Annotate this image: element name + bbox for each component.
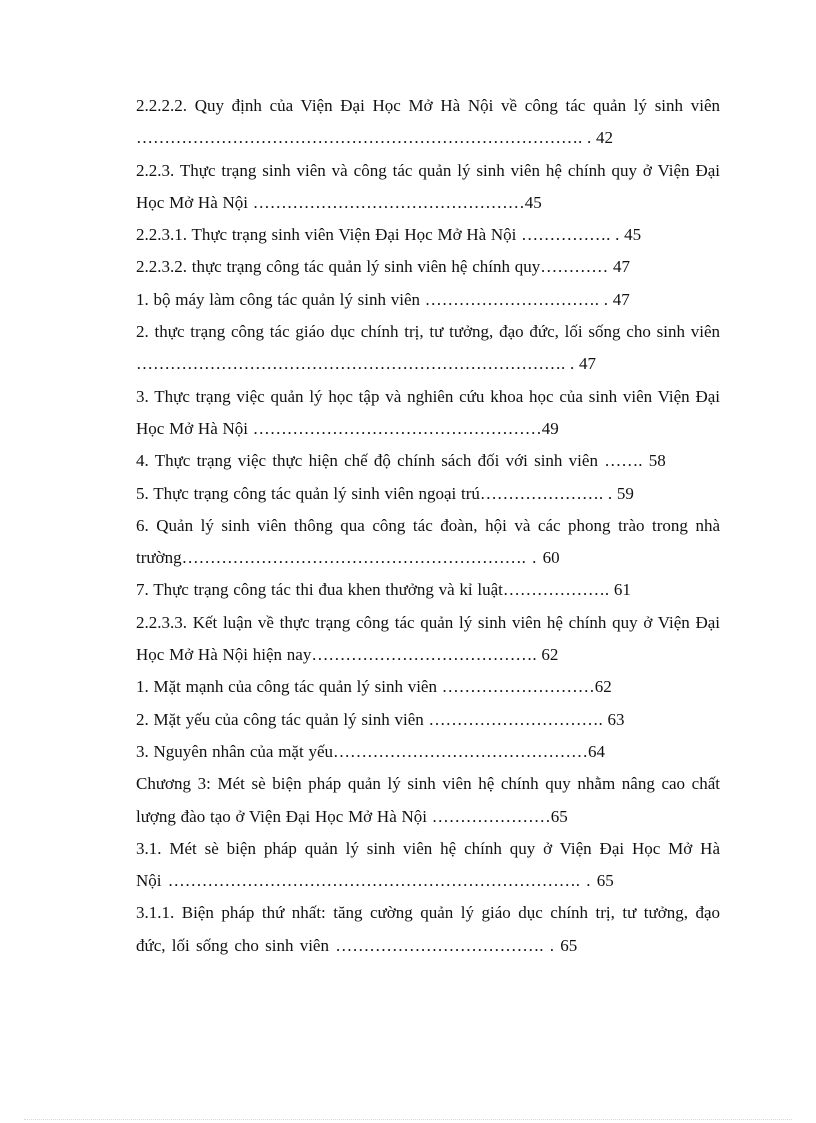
toc-entry: 2.2.3.2. thực trạng công tác quản lý sinh viên hệ chính quy………… 47 xyxy=(136,257,630,277)
toc-entry: Chương 3: Mét sè biện pháp quản lý sinh viên hệ chính quy nhằm nâng cao chất lượng đào tạo ở Viện Đại Học Mở Hà Nội …………………65 xyxy=(136,774,720,826)
page-edge-divider xyxy=(24,1119,792,1120)
toc-entry: 2. thực trạng công tác giáo dục chính trị, tư tưởng, đạo đức, lối sống cho sinh viên …………………………………………………………………. . 47 xyxy=(136,322,720,374)
toc-entry: 2.2.3.3. Kết luận về thực trạng công tác quản lý sinh viên hệ chính quy ở Viện Đại Học Mở Hà Nội hiện nay…………………………………. 62 xyxy=(136,612,720,665)
toc-entry: 3. Thực trạng việc quản lý học tập và nghiên cứu khoa học của sinh viên Viện Đại Học Mở Hà Nội ……………………………………………49 xyxy=(136,386,720,438)
toc-entry: 3.1. Mét sè biện pháp quản lý sinh viên hệ chính quy ở Viện Đại Học Mở Hà Nội ………………………………………………………………. . 65 xyxy=(136,838,720,891)
toc-entry: 2.2.3. Thực trạng sinh viên và công tác quản lý sinh viên hệ chính quy ở Viện Đại Học Mở Hà Nội …………………………………………45 xyxy=(136,160,720,212)
toc-entry: 3.1.1. Biện pháp thứ nhất: tăng cường quản lý giáo dục chính trị, tư tưởng, đạo đức, lối sống cho sinh viên ………………………………. . 65 xyxy=(136,903,720,955)
toc-entry: 2.2.2.2. Quy định của Viện Đại Học Mở Hà Nội về công tác quản lý sinh viên ……………………………………………………………………. . 42 xyxy=(136,96,720,148)
toc-entry: 7. Thực trạng công tác thi đua khen thưởng và kỉ luật………………. 61 xyxy=(136,580,631,600)
toc-entry: 2. Mặt yếu của công tác quản lý sinh viên …………………………. 63 xyxy=(136,709,625,729)
toc-entry: 1. bộ máy làm công tác quản lý sinh viên …………………………. . 47 xyxy=(136,289,630,309)
toc-entry: 6. Quản lý sinh viên thông qua công tác đoàn, hội và các phong trào trong nhà trường……………………………………………………. . 60 xyxy=(136,515,720,568)
toc-entry: 1. Mặt mạnh của công tác quản lý sinh viên ………………………62 xyxy=(136,677,612,697)
toc-entry: 4. Thực trạng việc thực hiện chế độ chính sách đối với sinh viên ……. 58 xyxy=(136,451,666,471)
table-of-contents xyxy=(136,90,720,962)
toc-entry: 2.2.3.1. Thực trạng sinh viên Viện Đại Học Mở Hà Nội ……………. . 45 xyxy=(136,225,642,245)
toc-entry: 3. Nguyên nhân của mặt yếu………………………………………64 xyxy=(136,741,605,761)
toc-entry: 5. Thực trạng công tác quản lý sinh viên ngoại trú…………………. . 59 xyxy=(136,483,634,503)
